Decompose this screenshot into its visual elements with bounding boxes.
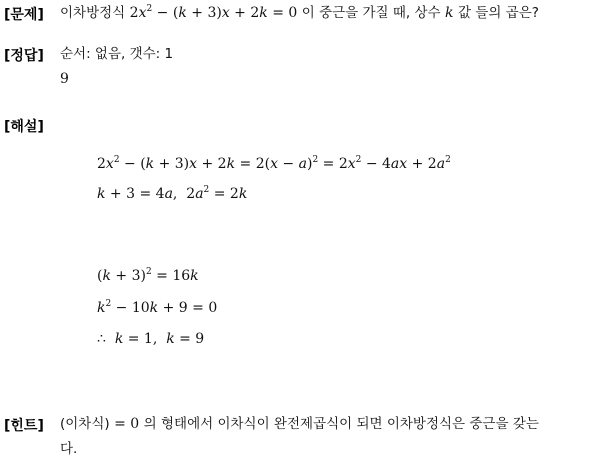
solution-step-4: $k^2 - 10k + 9 = 0$	[97, 299, 218, 316]
answer-value: 9	[60, 71, 69, 87]
problem-text-part3: 값 들의 곱은?	[457, 5, 539, 21]
problem-label: [문제]	[4, 7, 44, 23]
problem-equation: $2x^2 - (k + 3)x + 2k = 0$	[129, 4, 298, 21]
answer-line-1: 순서: 없음, 갯수: 1	[60, 46, 174, 62]
solution-step-5: ∴ k = 1, k = 9	[97, 331, 205, 347]
answer-label: [정답]	[4, 48, 44, 64]
hint-text: 의 형태에서 이차식이 완전제곱식이 되면 이차방정식은 중근을 갖는	[143, 416, 539, 432]
problem-k: k	[445, 5, 454, 21]
hint-line-1	[60, 415, 539, 433]
problem-text	[60, 4, 539, 22]
solution-label: [해설]	[4, 119, 44, 135]
solution-step-1: $2x^2 - (k + 3)x + 2k = 2(x - a)^2 = 2x^2 - 4ax + 2a^2$	[97, 155, 451, 172]
problem-text-part2: 이 중근을 가질 때, 상수	[301, 5, 441, 21]
hint-expr: (이차식)	[60, 416, 110, 432]
solution-step-3: $(k + 3)^2 = 16k$	[97, 267, 199, 284]
solution-step-2: k + 3 = 4a, $2a^2 = 2k$	[97, 185, 248, 202]
problem-text-part1: 이차방정식	[60, 5, 126, 21]
hint-equals: = 0	[109, 416, 144, 432]
hint-line-2: 다.	[60, 441, 78, 457]
hint-label: [힌트]	[4, 418, 44, 434]
